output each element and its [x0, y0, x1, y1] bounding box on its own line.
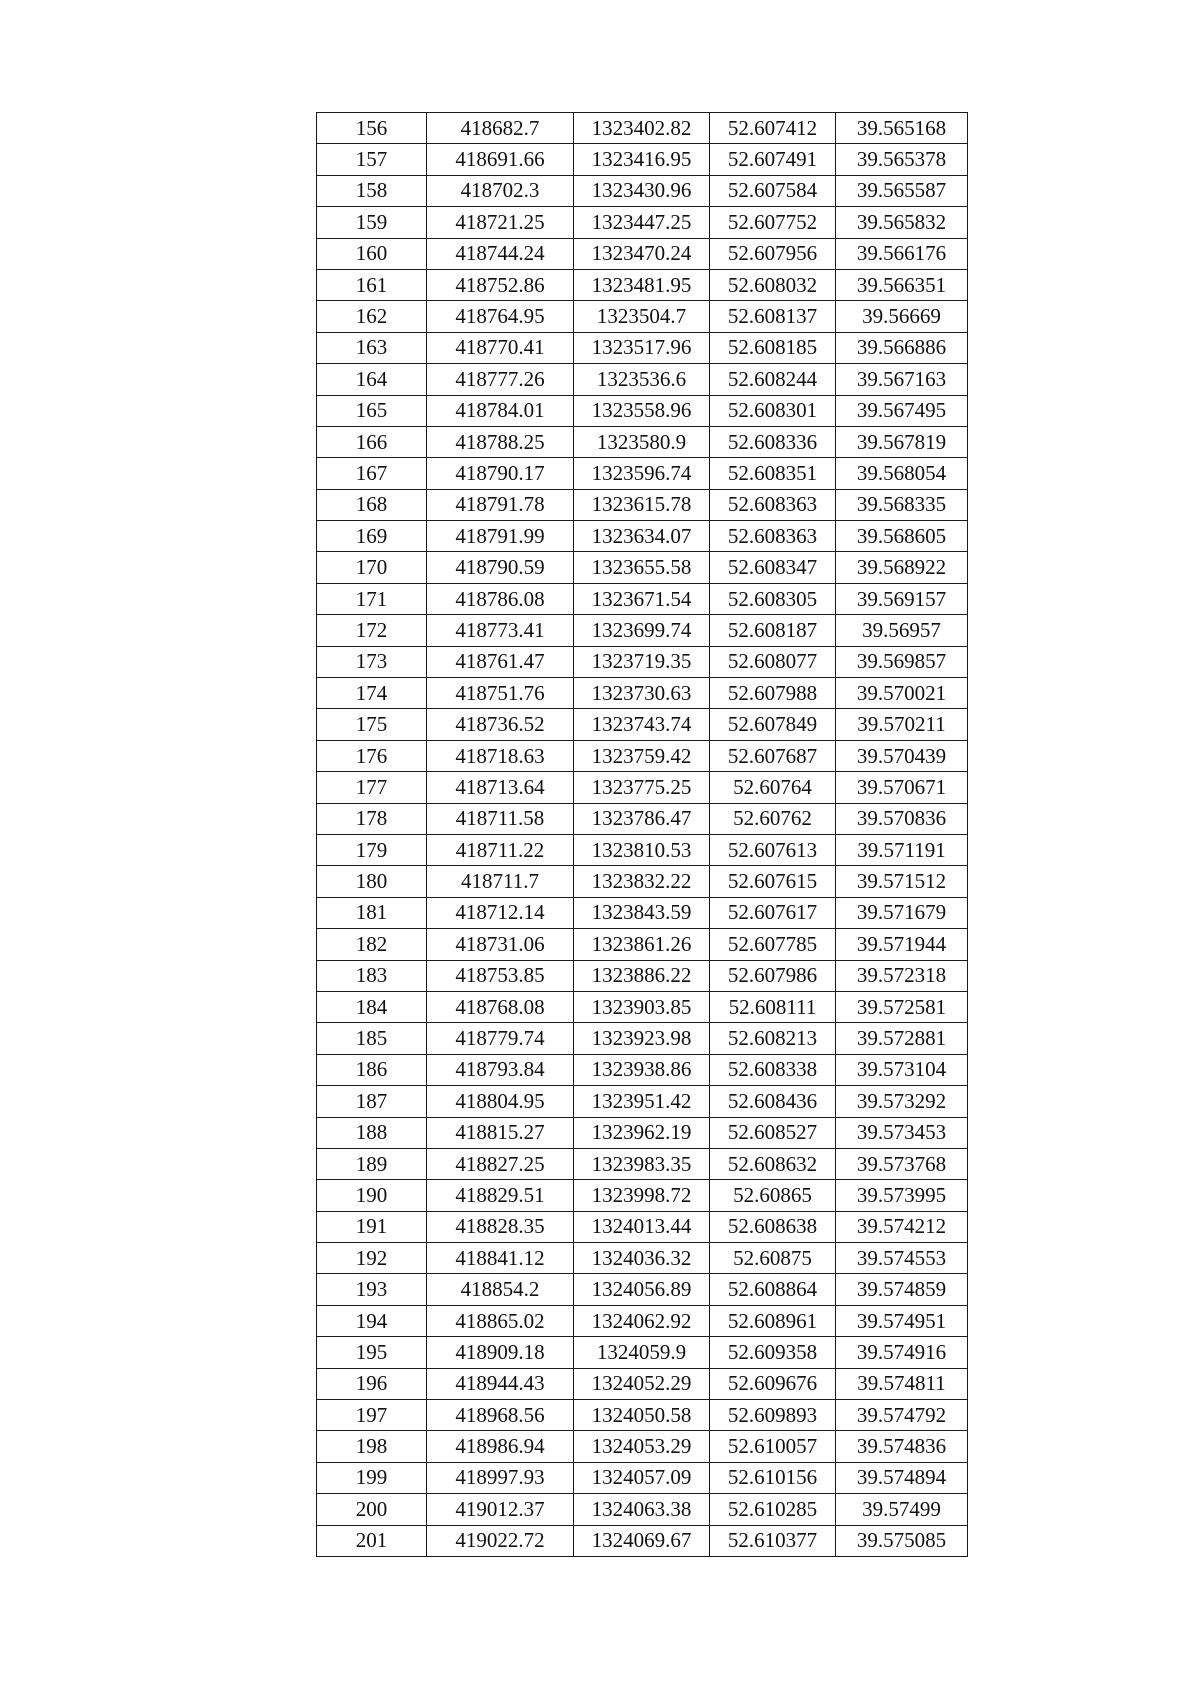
- y-coordinate-cell: 1324063.38: [574, 1494, 710, 1525]
- longitude-cell: 39.571679: [836, 897, 968, 928]
- point-number-cell: 194: [317, 1305, 427, 1336]
- point-number-cell: 180: [317, 866, 427, 897]
- longitude-cell: 39.565378: [836, 144, 968, 175]
- table-row: [317, 1211, 968, 1242]
- point-number-cell: 176: [317, 740, 427, 771]
- latitude-cell: 52.608527: [710, 1117, 836, 1148]
- table-row: [317, 269, 968, 300]
- longitude-cell: 39.574811: [836, 1368, 968, 1399]
- longitude-cell: 39.573995: [836, 1180, 968, 1211]
- y-coordinate-cell: 1323810.53: [574, 834, 710, 865]
- x-coordinate-cell: 418753.85: [427, 960, 574, 991]
- x-coordinate-cell: 418841.12: [427, 1243, 574, 1274]
- point-number-cell: 166: [317, 426, 427, 457]
- latitude-cell: 52.608336: [710, 426, 836, 457]
- y-coordinate-cell: 1323719.35: [574, 646, 710, 677]
- table-row: [317, 489, 968, 520]
- x-coordinate-cell: 418702.3: [427, 175, 574, 206]
- x-coordinate-cell: 418779.74: [427, 1023, 574, 1054]
- y-coordinate-cell: 1323998.72: [574, 1180, 710, 1211]
- table-row: [317, 238, 968, 269]
- point-number-cell: 198: [317, 1431, 427, 1462]
- table-row: [317, 1086, 968, 1117]
- x-coordinate-cell: 418854.2: [427, 1274, 574, 1305]
- table-row: [317, 1117, 968, 1148]
- longitude-cell: 39.565168: [836, 113, 968, 144]
- longitude-cell: 39.565587: [836, 175, 968, 206]
- table-row: [317, 1243, 968, 1274]
- point-number-cell: 190: [317, 1180, 427, 1211]
- x-coordinate-cell: 418986.94: [427, 1431, 574, 1462]
- latitude-cell: 52.607584: [710, 175, 836, 206]
- x-coordinate-cell: 418711.7: [427, 866, 574, 897]
- longitude-cell: 39.56669: [836, 301, 968, 332]
- x-coordinate-cell: 418761.47: [427, 646, 574, 677]
- y-coordinate-cell: 1323938.86: [574, 1054, 710, 1085]
- point-number-cell: 191: [317, 1211, 427, 1242]
- table-row: [317, 615, 968, 646]
- y-coordinate-cell: 1323504.7: [574, 301, 710, 332]
- table-row: [317, 1148, 968, 1179]
- y-coordinate-cell: 1323430.96: [574, 175, 710, 206]
- y-coordinate-cell: 1323951.42: [574, 1086, 710, 1117]
- x-coordinate-cell: 418815.27: [427, 1117, 574, 1148]
- latitude-cell: 52.608187: [710, 615, 836, 646]
- table-row: [317, 803, 968, 834]
- longitude-cell: 39.574894: [836, 1462, 968, 1493]
- latitude-cell: 52.607613: [710, 834, 836, 865]
- table-row: [317, 301, 968, 332]
- longitude-cell: 39.565832: [836, 207, 968, 238]
- latitude-cell: 52.608338: [710, 1054, 836, 1085]
- x-coordinate-cell: 418828.35: [427, 1211, 574, 1242]
- latitude-cell: 52.608077: [710, 646, 836, 677]
- point-number-cell: 161: [317, 269, 427, 300]
- x-coordinate-cell: 418752.86: [427, 269, 574, 300]
- longitude-cell: 39.574792: [836, 1400, 968, 1431]
- table-row: [317, 1274, 968, 1305]
- table-row: [317, 521, 968, 552]
- point-number-cell: 196: [317, 1368, 427, 1399]
- x-coordinate-cell: 419022.72: [427, 1525, 574, 1556]
- longitude-cell: 39.567163: [836, 364, 968, 395]
- y-coordinate-cell: 1324057.09: [574, 1462, 710, 1493]
- point-number-cell: 156: [317, 113, 427, 144]
- y-coordinate-cell: 1323655.58: [574, 552, 710, 583]
- longitude-cell: 39.568605: [836, 521, 968, 552]
- y-coordinate-cell: 1323615.78: [574, 489, 710, 520]
- latitude-cell: 52.607615: [710, 866, 836, 897]
- longitude-cell: 39.566351: [836, 269, 968, 300]
- table-row: [317, 1431, 968, 1462]
- point-number-cell: 189: [317, 1148, 427, 1179]
- coordinates-table-body: [317, 113, 968, 1557]
- table-row: [317, 929, 968, 960]
- x-coordinate-cell: 418786.08: [427, 583, 574, 614]
- y-coordinate-cell: 1323962.19: [574, 1117, 710, 1148]
- y-coordinate-cell: 1323536.6: [574, 364, 710, 395]
- point-number-cell: 197: [317, 1400, 427, 1431]
- point-number-cell: 195: [317, 1337, 427, 1368]
- y-coordinate-cell: 1323743.74: [574, 709, 710, 740]
- table-row: [317, 709, 968, 740]
- point-number-cell: 168: [317, 489, 427, 520]
- longitude-cell: 39.570836: [836, 803, 968, 834]
- longitude-cell: 39.566886: [836, 332, 968, 363]
- point-number-cell: 177: [317, 772, 427, 803]
- point-number-cell: 174: [317, 678, 427, 709]
- table-row: [317, 740, 968, 771]
- y-coordinate-cell: 1323903.85: [574, 991, 710, 1022]
- point-number-cell: 162: [317, 301, 427, 332]
- y-coordinate-cell: 1323580.9: [574, 426, 710, 457]
- point-number-cell: 185: [317, 1023, 427, 1054]
- y-coordinate-cell: 1323775.25: [574, 772, 710, 803]
- point-number-cell: 201: [317, 1525, 427, 1556]
- table-row: [317, 960, 968, 991]
- latitude-cell: 52.608632: [710, 1148, 836, 1179]
- point-number-cell: 160: [317, 238, 427, 269]
- table-row: [317, 1337, 968, 1368]
- point-number-cell: 192: [317, 1243, 427, 1274]
- x-coordinate-cell: 418968.56: [427, 1400, 574, 1431]
- x-coordinate-cell: 418768.08: [427, 991, 574, 1022]
- latitude-cell: 52.607956: [710, 238, 836, 269]
- point-number-cell: 159: [317, 207, 427, 238]
- x-coordinate-cell: 418744.24: [427, 238, 574, 269]
- y-coordinate-cell: 1323983.35: [574, 1148, 710, 1179]
- table-row: [317, 207, 968, 238]
- x-coordinate-cell: 418731.06: [427, 929, 574, 960]
- point-number-cell: 175: [317, 709, 427, 740]
- table-row: [317, 1400, 968, 1431]
- latitude-cell: 52.607687: [710, 740, 836, 771]
- table-row: [317, 144, 968, 175]
- x-coordinate-cell: 418711.58: [427, 803, 574, 834]
- point-number-cell: 184: [317, 991, 427, 1022]
- latitude-cell: 52.607491: [710, 144, 836, 175]
- latitude-cell: 52.607988: [710, 678, 836, 709]
- table-row: [317, 678, 968, 709]
- table-row: [317, 1180, 968, 1211]
- table-row: [317, 646, 968, 677]
- x-coordinate-cell: 418770.41: [427, 332, 574, 363]
- point-number-cell: 167: [317, 458, 427, 489]
- longitude-cell: 39.570671: [836, 772, 968, 803]
- y-coordinate-cell: 1324036.32: [574, 1243, 710, 1274]
- latitude-cell: 52.608638: [710, 1211, 836, 1242]
- table-row: [317, 991, 968, 1022]
- latitude-cell: 52.609676: [710, 1368, 836, 1399]
- y-coordinate-cell: 1324050.58: [574, 1400, 710, 1431]
- longitude-cell: 39.575085: [836, 1525, 968, 1556]
- x-coordinate-cell: 418682.7: [427, 113, 574, 144]
- table-row: [317, 866, 968, 897]
- x-coordinate-cell: 418804.95: [427, 1086, 574, 1117]
- coordinates-table: [316, 112, 968, 1557]
- latitude-cell: 52.608032: [710, 269, 836, 300]
- y-coordinate-cell: 1323730.63: [574, 678, 710, 709]
- table-row: [317, 1054, 968, 1085]
- x-coordinate-cell: 418777.26: [427, 364, 574, 395]
- y-coordinate-cell: 1323923.98: [574, 1023, 710, 1054]
- table-row: [317, 772, 968, 803]
- latitude-cell: 52.60875: [710, 1243, 836, 1274]
- table-row: [317, 1023, 968, 1054]
- longitude-cell: 39.569157: [836, 583, 968, 614]
- latitude-cell: 52.608213: [710, 1023, 836, 1054]
- table-row: [317, 1494, 968, 1525]
- y-coordinate-cell: 1324069.67: [574, 1525, 710, 1556]
- latitude-cell: 52.60764: [710, 772, 836, 803]
- point-number-cell: 163: [317, 332, 427, 363]
- latitude-cell: 52.608363: [710, 521, 836, 552]
- longitude-cell: 39.574553: [836, 1243, 968, 1274]
- latitude-cell: 52.607849: [710, 709, 836, 740]
- point-number-cell: 165: [317, 395, 427, 426]
- latitude-cell: 52.608244: [710, 364, 836, 395]
- latitude-cell: 52.608961: [710, 1305, 836, 1336]
- point-number-cell: 158: [317, 175, 427, 206]
- y-coordinate-cell: 1323447.25: [574, 207, 710, 238]
- table-row: [317, 1525, 968, 1556]
- point-number-cell: 182: [317, 929, 427, 960]
- y-coordinate-cell: 1323861.26: [574, 929, 710, 960]
- longitude-cell: 39.574836: [836, 1431, 968, 1462]
- x-coordinate-cell: 418712.14: [427, 897, 574, 928]
- y-coordinate-cell: 1323832.22: [574, 866, 710, 897]
- y-coordinate-cell: 1324053.29: [574, 1431, 710, 1462]
- latitude-cell: 52.610156: [710, 1462, 836, 1493]
- point-number-cell: 164: [317, 364, 427, 395]
- y-coordinate-cell: 1323786.47: [574, 803, 710, 834]
- y-coordinate-cell: 1324062.92: [574, 1305, 710, 1336]
- longitude-cell: 39.570021: [836, 678, 968, 709]
- table-row: [317, 113, 968, 144]
- longitude-cell: 39.573453: [836, 1117, 968, 1148]
- point-number-cell: 188: [317, 1117, 427, 1148]
- latitude-cell: 52.607785: [710, 929, 836, 960]
- longitude-cell: 39.57499: [836, 1494, 968, 1525]
- table-row: [317, 395, 968, 426]
- x-coordinate-cell: 418773.41: [427, 615, 574, 646]
- point-number-cell: 169: [317, 521, 427, 552]
- latitude-cell: 52.608137: [710, 301, 836, 332]
- table-row: [317, 897, 968, 928]
- longitude-cell: 39.569857: [836, 646, 968, 677]
- latitude-cell: 52.610377: [710, 1525, 836, 1556]
- point-number-cell: 157: [317, 144, 427, 175]
- longitude-cell: 39.567819: [836, 426, 968, 457]
- latitude-cell: 52.608436: [710, 1086, 836, 1117]
- x-coordinate-cell: 418909.18: [427, 1337, 574, 1368]
- longitude-cell: 39.572581: [836, 991, 968, 1022]
- table-row: [317, 458, 968, 489]
- x-coordinate-cell: 418790.17: [427, 458, 574, 489]
- y-coordinate-cell: 1323634.07: [574, 521, 710, 552]
- latitude-cell: 52.607412: [710, 113, 836, 144]
- point-number-cell: 181: [317, 897, 427, 928]
- x-coordinate-cell: 418736.52: [427, 709, 574, 740]
- table-row: [317, 583, 968, 614]
- x-coordinate-cell: 418764.95: [427, 301, 574, 332]
- table-row: [317, 1368, 968, 1399]
- y-coordinate-cell: 1324056.89: [574, 1274, 710, 1305]
- longitude-cell: 39.574212: [836, 1211, 968, 1242]
- latitude-cell: 52.608347: [710, 552, 836, 583]
- point-number-cell: 199: [317, 1462, 427, 1493]
- y-coordinate-cell: 1323481.95: [574, 269, 710, 300]
- latitude-cell: 52.608111: [710, 991, 836, 1022]
- longitude-cell: 39.570211: [836, 709, 968, 740]
- latitude-cell: 52.60865: [710, 1180, 836, 1211]
- longitude-cell: 39.574916: [836, 1337, 968, 1368]
- y-coordinate-cell: 1323416.95: [574, 144, 710, 175]
- x-coordinate-cell: 419012.37: [427, 1494, 574, 1525]
- longitude-cell: 39.566176: [836, 238, 968, 269]
- y-coordinate-cell: 1323699.74: [574, 615, 710, 646]
- point-number-cell: 170: [317, 552, 427, 583]
- x-coordinate-cell: 418790.59: [427, 552, 574, 583]
- x-coordinate-cell: 418713.64: [427, 772, 574, 803]
- y-coordinate-cell: 1323470.24: [574, 238, 710, 269]
- x-coordinate-cell: 418791.99: [427, 521, 574, 552]
- y-coordinate-cell: 1323671.54: [574, 583, 710, 614]
- longitude-cell: 39.571512: [836, 866, 968, 897]
- x-coordinate-cell: 418721.25: [427, 207, 574, 238]
- table-row: [317, 834, 968, 865]
- point-number-cell: 187: [317, 1086, 427, 1117]
- table-row: [317, 332, 968, 363]
- longitude-cell: 39.572318: [836, 960, 968, 991]
- y-coordinate-cell: 1323517.96: [574, 332, 710, 363]
- x-coordinate-cell: 418793.84: [427, 1054, 574, 1085]
- x-coordinate-cell: 418784.01: [427, 395, 574, 426]
- table-row: [317, 1305, 968, 1336]
- latitude-cell: 52.608301: [710, 395, 836, 426]
- point-number-cell: 193: [317, 1274, 427, 1305]
- x-coordinate-cell: 418997.93: [427, 1462, 574, 1493]
- y-coordinate-cell: 1323886.22: [574, 960, 710, 991]
- y-coordinate-cell: 1324059.9: [574, 1337, 710, 1368]
- x-coordinate-cell: 418791.78: [427, 489, 574, 520]
- x-coordinate-cell: 418711.22: [427, 834, 574, 865]
- y-coordinate-cell: 1323843.59: [574, 897, 710, 928]
- latitude-cell: 52.608305: [710, 583, 836, 614]
- x-coordinate-cell: 418788.25: [427, 426, 574, 457]
- latitude-cell: 52.607986: [710, 960, 836, 991]
- latitude-cell: 52.609358: [710, 1337, 836, 1368]
- point-number-cell: 172: [317, 615, 427, 646]
- y-coordinate-cell: 1324013.44: [574, 1211, 710, 1242]
- x-coordinate-cell: 418827.25: [427, 1148, 574, 1179]
- latitude-cell: 52.60762: [710, 803, 836, 834]
- longitude-cell: 39.56957: [836, 615, 968, 646]
- latitude-cell: 52.609893: [710, 1400, 836, 1431]
- longitude-cell: 39.573292: [836, 1086, 968, 1117]
- y-coordinate-cell: 1323558.96: [574, 395, 710, 426]
- longitude-cell: 39.573104: [836, 1054, 968, 1085]
- latitude-cell: 52.608351: [710, 458, 836, 489]
- x-coordinate-cell: 418865.02: [427, 1305, 574, 1336]
- longitude-cell: 39.571944: [836, 929, 968, 960]
- longitude-cell: 39.573768: [836, 1148, 968, 1179]
- point-number-cell: 179: [317, 834, 427, 865]
- latitude-cell: 52.608185: [710, 332, 836, 363]
- x-coordinate-cell: 418718.63: [427, 740, 574, 771]
- x-coordinate-cell: 418691.66: [427, 144, 574, 175]
- y-coordinate-cell: 1323759.42: [574, 740, 710, 771]
- longitude-cell: 39.567495: [836, 395, 968, 426]
- point-number-cell: 200: [317, 1494, 427, 1525]
- table-row: [317, 175, 968, 206]
- point-number-cell: 178: [317, 803, 427, 834]
- y-coordinate-cell: 1323596.74: [574, 458, 710, 489]
- table-row: [317, 426, 968, 457]
- latitude-cell: 52.608363: [710, 489, 836, 520]
- y-coordinate-cell: 1324052.29: [574, 1368, 710, 1399]
- longitude-cell: 39.571191: [836, 834, 968, 865]
- longitude-cell: 39.574951: [836, 1305, 968, 1336]
- table-row: [317, 552, 968, 583]
- longitude-cell: 39.568335: [836, 489, 968, 520]
- latitude-cell: 52.608864: [710, 1274, 836, 1305]
- latitude-cell: 52.610057: [710, 1431, 836, 1462]
- longitude-cell: 39.568922: [836, 552, 968, 583]
- y-coordinate-cell: 1323402.82: [574, 113, 710, 144]
- x-coordinate-cell: 418751.76: [427, 678, 574, 709]
- table-row: [317, 364, 968, 395]
- latitude-cell: 52.607752: [710, 207, 836, 238]
- x-coordinate-cell: 418829.51: [427, 1180, 574, 1211]
- longitude-cell: 39.572881: [836, 1023, 968, 1054]
- longitude-cell: 39.568054: [836, 458, 968, 489]
- point-number-cell: 171: [317, 583, 427, 614]
- point-number-cell: 183: [317, 960, 427, 991]
- point-number-cell: 186: [317, 1054, 427, 1085]
- longitude-cell: 39.570439: [836, 740, 968, 771]
- latitude-cell: 52.610285: [710, 1494, 836, 1525]
- point-number-cell: 173: [317, 646, 427, 677]
- longitude-cell: 39.574859: [836, 1274, 968, 1305]
- x-coordinate-cell: 418944.43: [427, 1368, 574, 1399]
- table-row: [317, 1462, 968, 1493]
- latitude-cell: 52.607617: [710, 897, 836, 928]
